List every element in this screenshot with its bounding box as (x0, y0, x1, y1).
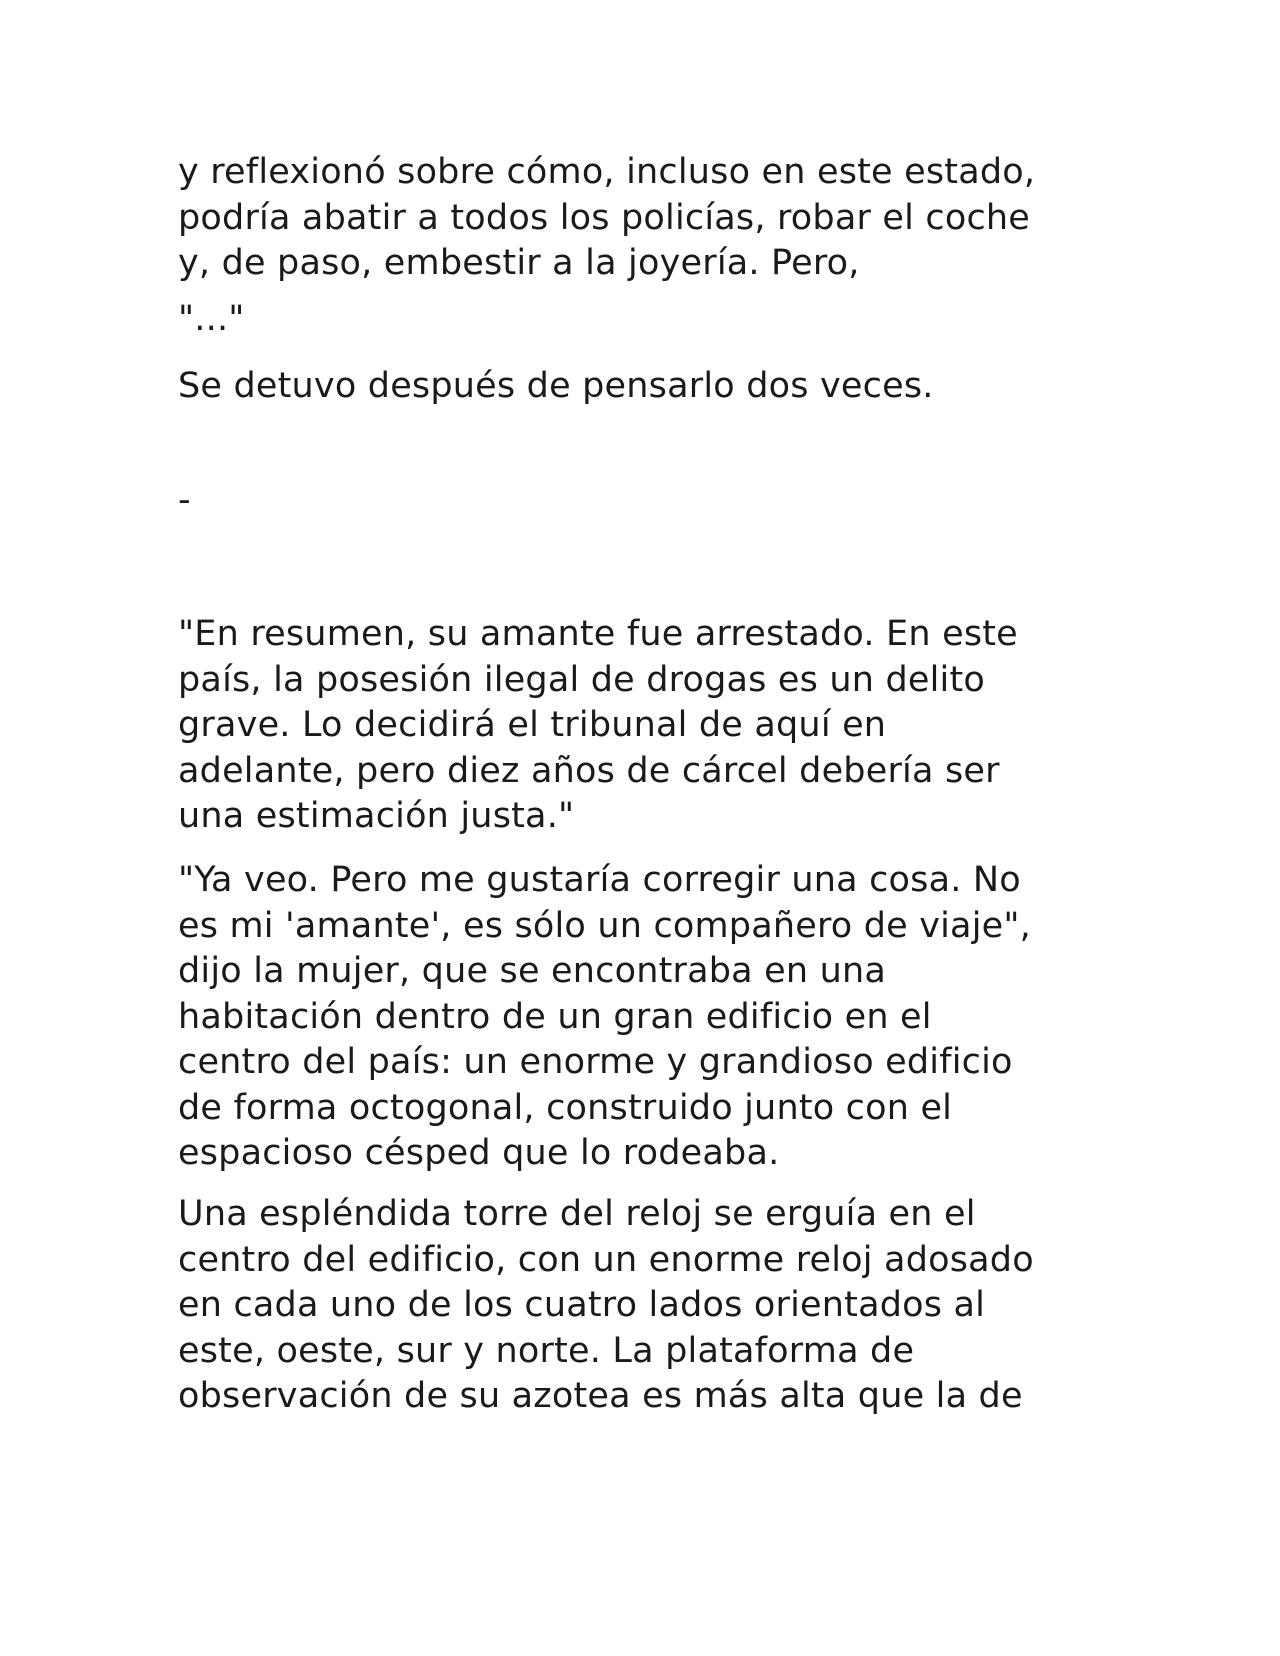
scene-break-dash: - (178, 480, 191, 520)
paragraph-reflection: y reflexionó sobre cómo, incluso en este estado, podría abatir a todos los policías, robar el coche y, de paso, embestir a la joyería. Pero, (178, 152, 1036, 283)
paragraph-arrest-summary: "En resumen, su amante fue arrestado. En este país, la posesión ilegal de drogas es un delito grave. Lo decidirá el tribunal de aquí en adelante, pero diez años de cárcel debería ser una estimación justa." (178, 614, 1018, 836)
paragraph-stopped: Se detuvo después de pensarlo dos veces. (178, 366, 934, 406)
paragraph-clock-tower: Una espléndida torre del reloj se erguía en el centro del edificio, con un enorme reloj adosado en cada uno de los cuatro lados orientados al este, oeste, sur y norte. La plataforma de observación de su azotea es más alta que la de (178, 1194, 1034, 1416)
paragraph-ellipsis: "..." (178, 299, 245, 339)
paragraph-woman-reply: "Ya veo. Pero me gustaría corregir una cosa. No es mi 'amante', es sólo un compañero de viaje", dijo la mujer, que se encontraba en una habitación dentro de un gran edificio en el centro del país: un enorme y grandioso edificio de forma octogonal, construido junto con el espacioso césped que lo rodeaba. (178, 860, 1031, 1173)
